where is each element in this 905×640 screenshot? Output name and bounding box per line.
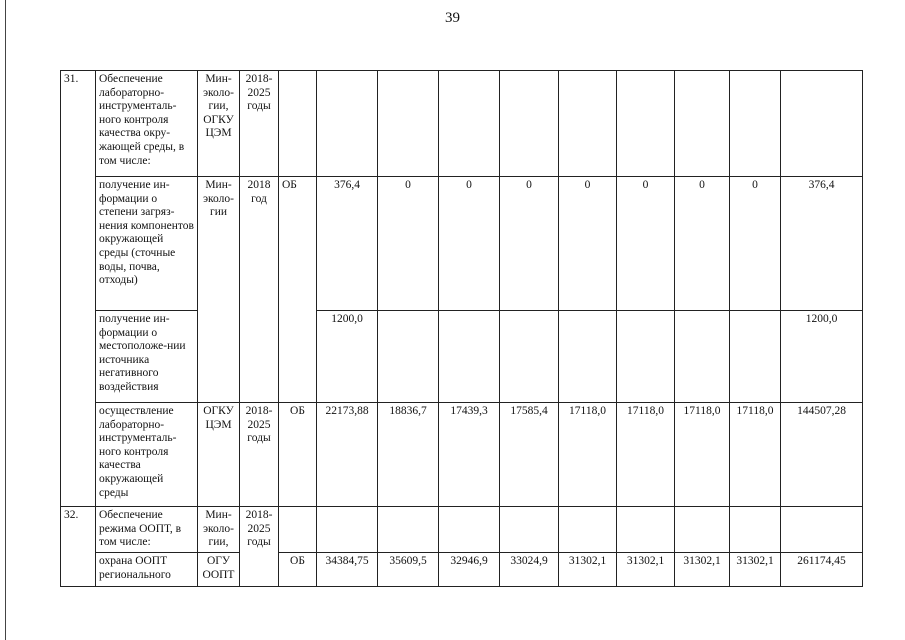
value-cell: 31302,1 [675,553,730,587]
value-cell [781,71,863,177]
value-cell [500,507,559,553]
value-cell: 0 [730,177,781,311]
value-cell [378,71,439,177]
value-cell: 376,4 [317,177,378,311]
table-row [61,311,863,403]
value-cell: 17118,0 [730,403,781,507]
value-cell: 261174,45 [781,553,863,587]
value-cell [559,507,617,553]
value-cell: 0 [559,177,617,311]
value-cell: 17118,0 [617,403,675,507]
value-cell [559,71,617,177]
row-executor: Мин-эколо-гии, [198,507,240,553]
row-period: 2018-2025 годы [240,71,279,177]
value-cell [675,311,730,403]
value-cell: 17118,0 [559,403,617,507]
table-row [61,177,863,311]
value-cell: 32946,9 [439,553,500,587]
value-cell: 34384,75 [317,553,378,587]
value-cell: 0 [439,177,500,311]
value-cell: 31302,1 [730,553,781,587]
value-cell: 0 [378,177,439,311]
value-cell [617,71,675,177]
row-executor: Мин-эколо-гии, ОГКУ ЦЭМ [198,71,240,177]
page-number: 39 [445,10,460,26]
row-period: 2018-2025 годы [240,403,279,507]
budget-table [60,70,863,587]
row-source: ОБ [279,553,317,587]
table-row [61,403,863,507]
value-cell: 18836,7 [378,403,439,507]
value-cell: 1200,0 [781,311,863,403]
value-cell [675,507,730,553]
value-cell: 22173,88 [317,403,378,507]
value-cell [500,71,559,177]
value-cell: 376,4 [781,177,863,311]
page-left-border [5,0,6,640]
value-cell [730,507,781,553]
value-cell [617,507,675,553]
table-row [61,507,863,553]
value-cell [378,507,439,553]
value-cell [730,311,781,403]
value-cell [781,507,863,553]
row-index: 31. [61,71,96,507]
value-cell: 31302,1 [617,553,675,587]
row-description: охрана ООПТ регионального [96,553,198,587]
table-row [61,71,863,177]
row-description: осуществление лабораторно-инструменталь-ного контроля качества окружающей среды [96,403,198,507]
row-executor: ОГУ ООПТ [198,553,240,587]
value-cell [730,71,781,177]
value-cell [617,311,675,403]
value-cell: 17585,4 [500,403,559,507]
row-description: Обеспечение режима ООПТ, в том числе: [96,507,198,553]
value-cell: 35609,5 [378,553,439,587]
row-source: ОБ [279,177,317,403]
row-description: Обеспечение лабораторно-инструменталь-ного контроля качества окру-жающей среды, в том числе: [96,71,198,177]
row-period: 2018-2025 годы [240,507,279,587]
value-cell: 0 [500,177,559,311]
value-cell: 17118,0 [675,403,730,507]
value-cell [439,71,500,177]
value-cell [439,507,500,553]
value-cell: 144507,28 [781,403,863,507]
value-cell [317,71,378,177]
row-source [279,507,317,553]
value-cell [500,311,559,403]
row-description: получение ин-формации о местоположе-нии источника негативного воздействия [96,311,198,403]
row-description: получение ин-формации о степени загряз-нения компонентов окружающей среды (сточные воды, почва, отходы) [96,177,198,311]
table-row [61,553,863,587]
value-cell: 33024,9 [500,553,559,587]
value-cell: 1200,0 [317,311,378,403]
row-executor: Мин-эколо-гии [198,177,240,403]
value-cell: 31302,1 [559,553,617,587]
row-source: ОБ [279,403,317,507]
value-cell [559,311,617,403]
value-cell [317,507,378,553]
row-source [279,71,317,177]
value-cell [378,311,439,403]
value-cell: 0 [617,177,675,311]
row-index: 32. [61,507,96,587]
row-period: 2018 год [240,177,279,403]
value-cell [439,311,500,403]
value-cell: 0 [675,177,730,311]
value-cell: 17439,3 [439,403,500,507]
value-cell [675,71,730,177]
row-executor: ОГКУ ЦЭМ [198,403,240,507]
